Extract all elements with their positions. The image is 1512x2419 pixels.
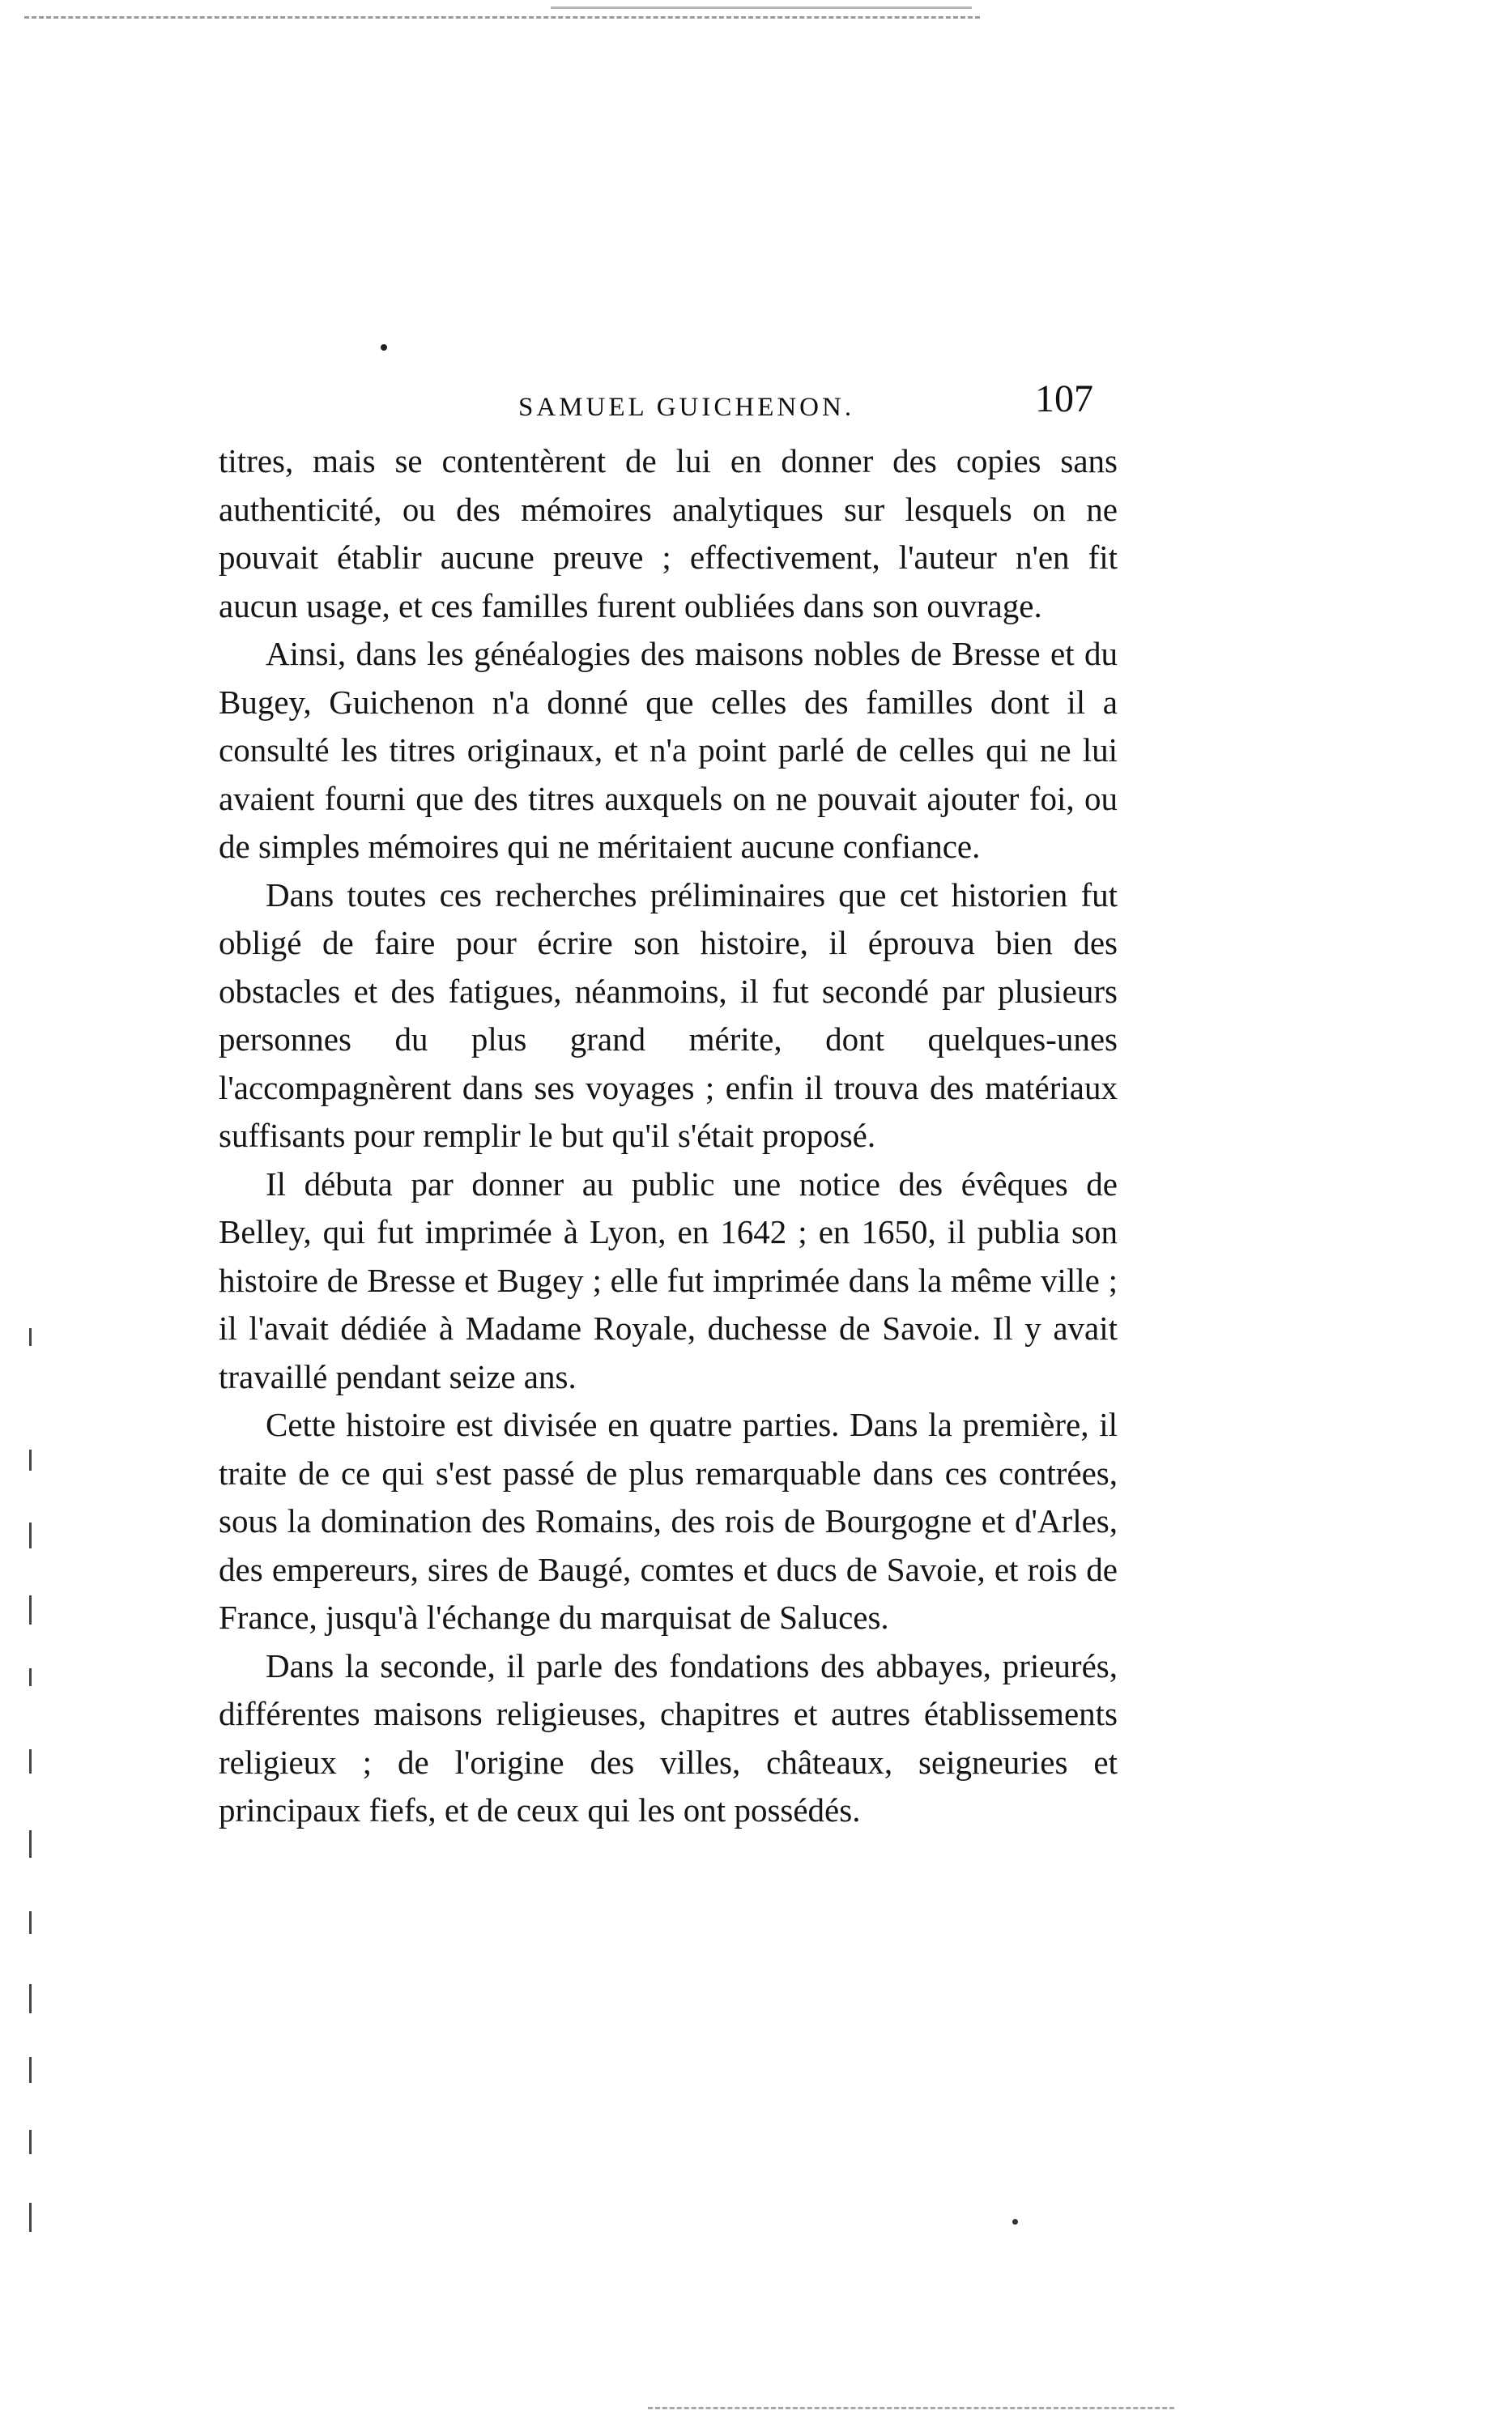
ink-speck [1012,2219,1018,2225]
paragraph: Cette histoire est divisée en quatre parties. Dans la première, il traite de ce qui s'est passé de plus remarquable dans ces contrées, sous la domination des Romains, des rois de Bourgogne et d'Arles, des empereurs, sires de Baugé, comtes et ducs de Savoie, et rois de France, jusqu'à l'échange du marquisat de Saluces. [219,1406,1118,1636]
gutter-mark [29,1523,32,1548]
running-title: SAMUEL GUICHENON. [518,393,855,422]
gutter-mark [29,2057,32,2083]
gutter-mark [29,2203,32,2232]
running-head [219,368,1110,425]
scan-edge-artifact [648,2407,1174,2409]
paragraph: Ainsi, dans les généalogies des maisons nobles de Bresse et du Bugey, Guichenon n'a donné que celles des familles dont il a consulté les titres originaux, et n'a point parlé de celles qui ne lui avaient fourni que des titres auxquels on ne pouvait ajouter foi, ou de simples mémoires qui ne méritaient aucune confiance. [219,635,1118,865]
gutter-mark [29,1911,32,1934]
paragraph: Il débuta par donner au public une notice des évêques de Belley, qui fut imprimée à Lyon, en 1642 ; en 1650, il publia son histoire de Bresse et Bugey ; elle fut imprimée dans la même ville ; il l'avait dédiée à Madame Royale, duchesse de Savoie. Il y avait travaillé pendant seize ans. [219,1165,1118,1395]
gutter-mark [29,1595,32,1625]
gutter-mark [29,2130,32,2154]
body-text [219,437,1118,1835]
gutter-mark [29,1830,32,1858]
scan-edge-artifact [551,6,972,9]
gutter-mark [29,1450,32,1471]
page-number: 107 [1035,377,1093,420]
gutter-mark [29,1749,32,1774]
gutter-mark [29,1984,32,2013]
gutter-marks [29,1328,34,2276]
ink-mark [381,344,387,351]
paragraph: titres, mais se contentèrent de lui en donner des copies sans authenticité, ou des mémoires analytiques sur lesquels on ne pouvait établir aucune preuve ; effectivement, l'auteur n'en fit aucun usage, et ces familles furent oubliées dans son ouvrage. [219,442,1118,624]
scan-edge-artifact [24,16,980,19]
paragraph: Dans toutes ces recherches préliminaires que cet historien fut obligé de faire pour écrire son histoire, il éprouva bien des obstacles et des fatigues, néanmoins, il fut secondé par plusieurs personnes du plus grand mérite, dont quelques-unes l'accompagnèrent dans ses voyages ; enfin il trouva des matériaux suffisants pour remplir le but qu'il s'était proposé. [219,875,1118,1154]
gutter-mark [29,1328,32,1346]
gutter-mark [29,1668,32,1686]
paragraph: Dans la seconde, il parle des fondations des abbayes, prieurés, différentes maisons religieuses, chapitres et autres établissements religieux ; de l'origine des villes, châteaux, seigneuries et principaux fiefs, et de ceux qui les ont possédés. [219,1646,1118,1829]
